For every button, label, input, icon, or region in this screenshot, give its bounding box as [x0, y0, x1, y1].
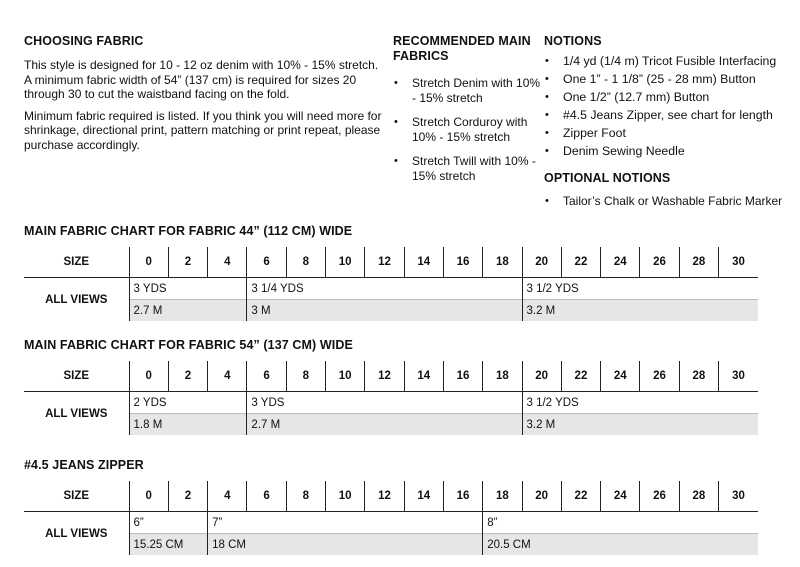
table-row	[24, 414, 758, 436]
list-item: • One 1/2” (12.7 mm) Button	[544, 90, 794, 105]
table-row	[24, 278, 758, 300]
chart-title: MAIN FABRIC CHART FOR FABRIC 54” (137 CM) WIDE	[24, 338, 353, 352]
choosing-fabric-heading: CHOOSING FABRIC	[24, 34, 144, 48]
size-cell: 8	[286, 247, 325, 278]
size-cell: 6	[247, 481, 286, 512]
size-cell: 4	[208, 481, 247, 512]
table-row	[24, 534, 758, 556]
size-cell: 22	[561, 481, 600, 512]
size-cell: 6	[247, 361, 286, 392]
metric-cell: 3 M	[247, 300, 522, 322]
list-item: • Stretch Denim with 10% - 15% stretch	[393, 76, 543, 105]
size-cell: 20	[522, 247, 561, 278]
size-cell: 16	[443, 247, 482, 278]
yardage-cell: 3 YDS	[129, 278, 247, 300]
size-cell: 16	[443, 481, 482, 512]
metric-cell: 2.7 M	[129, 300, 247, 322]
optional-notions-heading: OPTIONAL NOTIONS	[544, 171, 671, 185]
size-cell: 8	[286, 361, 325, 392]
row-label: ALL VIEWS	[45, 407, 108, 420]
yardage-cell: 6”	[129, 512, 208, 534]
metric-cell: 20.5 CM	[483, 534, 758, 556]
size-column-label: SIZE	[24, 481, 129, 512]
size-cell: 4	[208, 361, 247, 392]
chart-title: #4.5 JEANS ZIPPER	[24, 458, 144, 472]
size-column-label: SIZE	[24, 247, 129, 278]
size-cell: 14	[404, 361, 443, 392]
notions-section	[544, 34, 794, 163]
size-cell: 10	[326, 481, 365, 512]
list-item: • Denim Sewing Needle	[544, 144, 794, 159]
size-chart-table	[24, 247, 758, 321]
size-cell: 2	[168, 247, 207, 278]
recommended-fabrics-heading: RECOMMENDED MAIN FABRICS	[393, 34, 531, 63]
yardage-cell: 2 YDS	[129, 392, 247, 414]
yardage-cell: 3 1/2 YDS	[522, 392, 758, 414]
size-cell: 14	[404, 481, 443, 512]
size-cell: 30	[718, 481, 758, 512]
size-cell: 2	[168, 481, 207, 512]
metric-cell: 15.25 CM	[129, 534, 208, 556]
notions-heading: NOTIONS	[544, 34, 602, 48]
metric-cell: 18 CM	[208, 534, 483, 556]
size-header-row	[24, 247, 758, 278]
notions-list	[544, 54, 794, 159]
metric-cell: 3.2 M	[522, 300, 758, 322]
size-cell: 14	[404, 247, 443, 278]
size-cell: 10	[326, 247, 365, 278]
size-cell: 10	[326, 361, 365, 392]
table-row	[24, 300, 758, 322]
size-cell: 2	[168, 361, 207, 392]
list-item: • Zipper Foot	[544, 126, 794, 141]
size-cell: 20	[522, 361, 561, 392]
size-cell: 0	[129, 481, 168, 512]
list-item: • Stretch Corduroy with 10% - 15% stretch	[393, 115, 543, 144]
chart-title: MAIN FABRIC CHART FOR FABRIC 44” (112 CM) WIDE	[24, 224, 353, 238]
choosing-fabric-paragraph-2: Minimum fabric required is listed. If you think you will need more for shrinkage, directional print, pattern matching or print repeat, please purchase accordingly.	[24, 108, 382, 152]
size-header-row	[24, 361, 758, 392]
yardage-cell: 7”	[208, 512, 483, 534]
size-cell: 12	[365, 247, 404, 278]
size-cell: 6	[247, 247, 286, 278]
size-cell: 22	[561, 361, 600, 392]
size-cell: 24	[601, 247, 640, 278]
size-cell: 0	[129, 361, 168, 392]
size-cell: 8	[286, 481, 325, 512]
metric-cell: 2.7 M	[247, 414, 522, 436]
size-cell: 18	[483, 361, 522, 392]
optional-notions-section	[544, 171, 794, 209]
size-column-label: SIZE	[24, 361, 129, 392]
size-chart-table	[24, 481, 758, 555]
size-cell: 26	[640, 361, 679, 392]
size-cell: 30	[718, 361, 758, 392]
size-cell: 30	[718, 247, 758, 278]
size-cell: 26	[640, 481, 679, 512]
yardage-cell: 3 1/4 YDS	[247, 278, 522, 300]
optional-notions-list	[544, 194, 794, 209]
list-item: • Tailor’s Chalk or Washable Fabric Marker	[544, 194, 794, 209]
size-cell: 24	[601, 481, 640, 512]
table-row	[24, 392, 758, 414]
size-cell: 12	[365, 481, 404, 512]
size-cell: 16	[443, 361, 482, 392]
size-header-row	[24, 481, 758, 512]
metric-cell: 1.8 M	[129, 414, 247, 436]
size-chart-table	[24, 361, 758, 435]
list-item: • Stretch Twill with 10% - 15% stretch	[393, 154, 543, 183]
yardage-cell: 3 1/2 YDS	[522, 278, 758, 300]
size-cell: 18	[483, 481, 522, 512]
size-cell: 12	[365, 361, 404, 392]
size-cell: 28	[679, 247, 718, 278]
size-cell: 26	[640, 247, 679, 278]
list-item: • 1/4 yd (1/4 m) Tricot Fusible Interfacing	[544, 54, 794, 69]
recommended-fabrics-list	[393, 76, 543, 183]
yardage-cell: 3 YDS	[247, 392, 522, 414]
yardage-cell: 8”	[483, 512, 758, 534]
size-cell: 20	[522, 481, 561, 512]
choosing-fabric-section	[24, 34, 384, 159]
table-row	[24, 512, 758, 534]
size-cell: 18	[483, 247, 522, 278]
row-label: ALL VIEWS	[45, 293, 108, 306]
size-cell: 0	[129, 247, 168, 278]
size-cell: 4	[208, 247, 247, 278]
choosing-fabric-paragraph-1: This style is designed for 10 - 12 oz denim with 10% - 15% stretch. A minimum fabric width of 54” (137 cm) is required for sizes 20 through 30 to cut the waistband facing on the fold.	[24, 58, 379, 101]
list-item: • #4.5 Jeans Zipper, see chart for length	[544, 108, 794, 123]
size-cell: 24	[601, 361, 640, 392]
size-cell: 28	[679, 481, 718, 512]
list-item: • One 1” - 1 1/8” (25 - 28 mm) Button	[544, 72, 794, 87]
size-cell: 22	[561, 247, 600, 278]
size-cell: 28	[679, 361, 718, 392]
recommended-fabrics-section	[393, 34, 543, 193]
metric-cell: 3.2 M	[522, 414, 758, 436]
row-label: ALL VIEWS	[45, 527, 108, 540]
